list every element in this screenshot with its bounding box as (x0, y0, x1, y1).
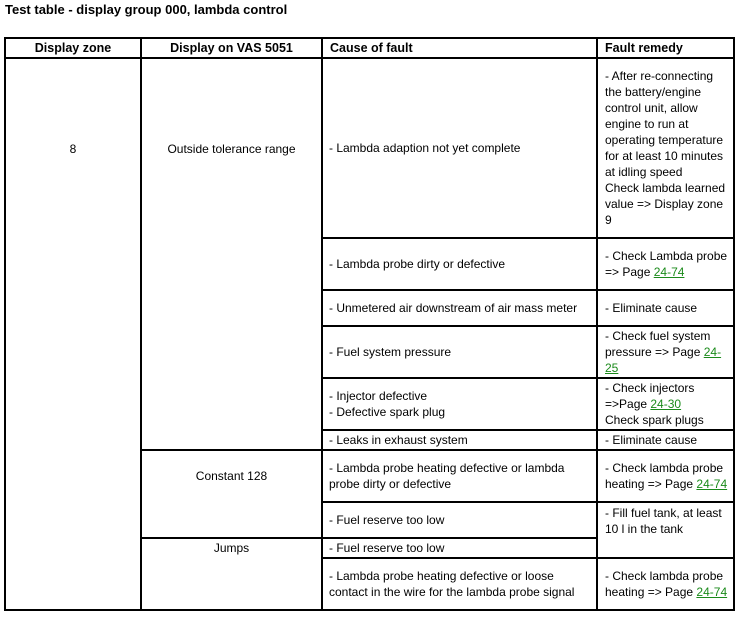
remedy-cell (597, 430, 734, 450)
test-table (4, 37, 735, 611)
remedy-text: Check spark plugs (605, 413, 704, 427)
remedy-text: - After re-connecting the battery/engine control unit, allow engine to run at operating temperature for at least 10 minutes at idling speed (605, 69, 724, 179)
remedy-text: - Fill fuel tank, at least 10 l in the tank (605, 506, 722, 536)
remedy-text: - Check Lambda probe => Page (605, 249, 728, 279)
remedy-text: - Eliminate cause (605, 433, 698, 447)
page-link[interactable]: 24-30 (650, 397, 682, 411)
cause-cell (322, 326, 597, 378)
cause-text: - Lambda probe dirty or defective (329, 257, 506, 271)
remedy-text: - Check lambda probe heating => Page (605, 461, 724, 491)
header-cause: Cause of fault (322, 38, 597, 58)
cause-cell (322, 58, 597, 238)
header-display-vas: Display on VAS 5051 (141, 38, 322, 58)
display-group-cell (141, 538, 322, 610)
page-link[interactable]: 24-74 (653, 265, 685, 279)
remedy-cell (597, 326, 734, 378)
display-group-label: Jumps (213, 541, 250, 555)
remedy-cell (597, 58, 734, 238)
cause-cell (322, 290, 597, 326)
remedy-text: Check lambda learned value => Display zone 9 (605, 181, 726, 227)
cause-cell (322, 558, 597, 610)
page-title: Test table - display group 000, lambda control (5, 2, 288, 17)
remedy-text: - Check injectors =>Page (605, 381, 695, 411)
cause-text: - Lambda adaption not yet complete (329, 141, 521, 155)
cause-text: - Fuel reserve too low (329, 541, 445, 555)
page-link[interactable]: 24-74 (696, 585, 728, 599)
remedy-cell (597, 502, 734, 558)
display-group-cell (141, 450, 322, 538)
remedy-cell (597, 238, 734, 290)
cause-text: - Defective spark plug (329, 405, 446, 419)
cause-cell (322, 538, 597, 558)
display-zone-value: 8 (69, 142, 77, 156)
cause-text: - Lambda probe heating defective or lambda probe dirty or defective (329, 461, 565, 491)
cause-text: - Leaks in exhaust system (329, 433, 468, 447)
display-group-label: Constant 128 (195, 469, 268, 483)
page-link[interactable]: 24-25 (605, 345, 722, 375)
remedy-text: - Check lambda probe heating => Page (605, 569, 724, 599)
remedy-cell (597, 450, 734, 502)
cause-text: - Lambda probe heating defective or loose contact in the wire for the lambda probe signal (329, 569, 575, 599)
remedy-text: - Eliminate cause (605, 301, 698, 315)
cause-text: - Injector defective (329, 389, 428, 403)
cause-cell (322, 450, 597, 502)
page-link[interactable]: 24-74 (696, 477, 728, 491)
cause-cell (322, 502, 597, 538)
remedy-text: - Check fuel system pressure => Page (605, 329, 711, 359)
cause-cell (322, 430, 597, 450)
remedy-cell (597, 290, 734, 326)
header-display-zone: Display zone (5, 38, 141, 58)
header-row (5, 38, 734, 58)
header-remedy: Fault remedy (597, 38, 734, 58)
display-group-label: Outside tolerance range (167, 142, 296, 156)
cause-cell (322, 378, 597, 430)
display-zone-cell (5, 58, 141, 610)
table-row (5, 58, 734, 238)
cause-text: - Fuel reserve too low (329, 513, 445, 527)
cause-text: - Unmetered air downstream of air mass meter (329, 301, 578, 315)
cause-text: - Fuel system pressure (329, 345, 452, 359)
display-group-cell (141, 58, 322, 450)
remedy-cell (597, 378, 734, 430)
remedy-cell (597, 558, 734, 610)
cause-cell (322, 238, 597, 290)
